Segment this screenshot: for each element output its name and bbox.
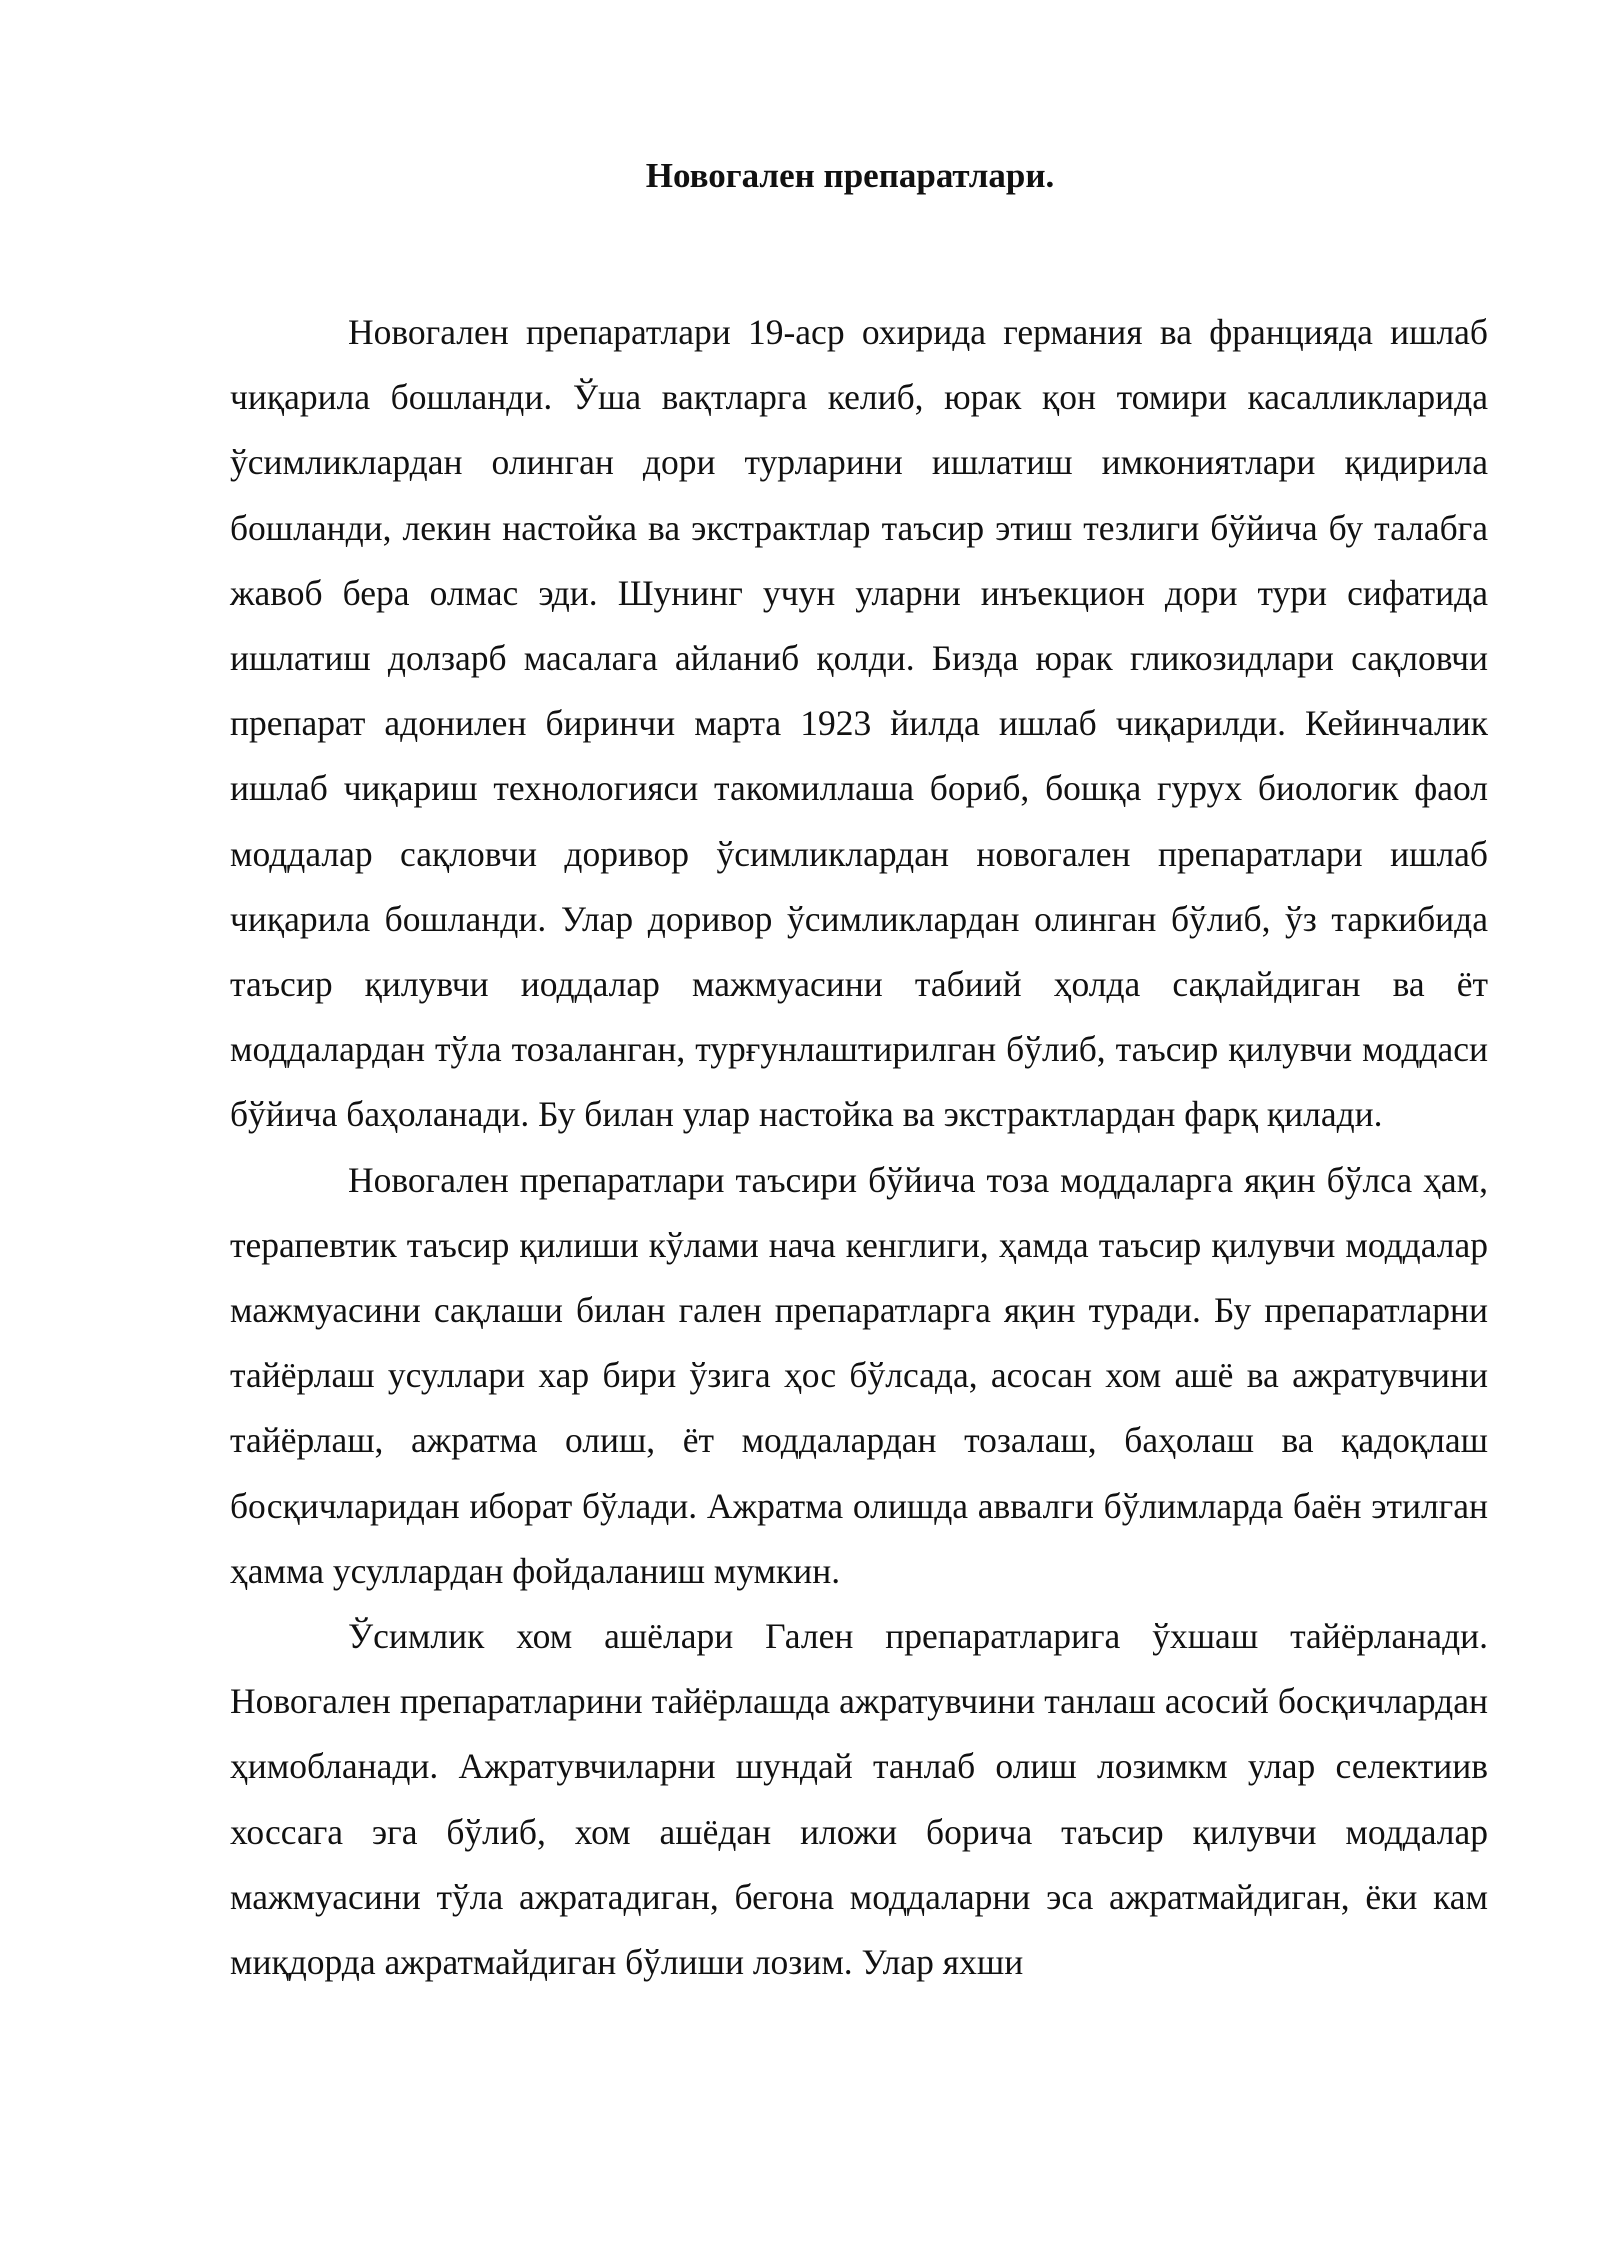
paragraph-3: Ўсимлик хом ашёлари Гален препаратларига ўхшаш тайёрланади. Новогален препаратларини тайёрлашда ажратувчини танлаш асосий босқичлардан ҳимобланади. Ажратувчиларни шундай танлаб олиш лозимкм улар селектиив хоссага эга бўлиб, хом ашёдан иложи борича таъсир қилувчи моддалар мажмуасини тўла ажратадиган, бегона моддаларни эса ажратмайдиган, ёки кам миқдорда ажратмайдиган бўлиши лозим. Улар яхши: [230, 1616, 1488, 1983]
document-body: [230, 300, 1488, 1995]
paragraph-1: Новогален препаратлари 19-аср охирида германия ва францияда ишлаб чиқарила бошланди. Ўша вақтларга келиб, юрак қон томири касалликларида ўсимликлардан олинган дори турларини ишлатиш имкониятлари қидирила бошланди, лекин настойка ва экстрактлар таъсир этиш тезлиги бўйича бу талабга жавоб бера олмас эди. Шунинг учун уларни инъекцион дори тури сифатида ишлатиш долзарб масалага айланиб қолди. Бизда юрак гликозидлари сақловчи препарат адонилен биринчи марта 1923 йилда ишлаб чиқарилди. Кейинчалик ишлаб чиқариш технологияси такомиллаша бориб, бошқа гурух биологик фаол моддалар сақловчи доривор ўсимликлардан новогален препаратлари ишлаб чиқарила бошланди. Улар доривор ўсимликлардан олинган бўлиб, ўз таркибида таъсир қилувчи иоддалар мажмуасини табиий ҳолда сақлайдиган ва ёт моддалардан тўла тозаланган, турғунлаштирилган бўлиб, таъсир қилувчи моддаси бўйича баҳоланади. Бу билан улар настойка ва экстрактлардан фарқ қилади.: [230, 312, 1488, 1135]
paragraph-2: Новогален препаратлари таъсири бўйича тоза моддаларга яқин бўлса ҳам, терапевтик таъсир қилиши кўлами нача кенглиги, ҳамда таъсир қилувчи моддалар мажмуасини сақлаши билан гален препаратларга яқин туради. Бу препаратларни тайёрлаш усуллари хар бири ўзига ҳос бўлсада, асосан хом ашё ва ажратувчини тайёрлаш, ажратма олиш, ёт моддалардан тозалаш, баҳолаш ва қадоқлаш босқичларидан иборат бўлади. Ажратма олишда аввалги бўлимларда баён этилган ҳамма усуллардан фойдаланиш мумкин.: [230, 1159, 1488, 1591]
document-title: Новогален препаратлари.: [645, 156, 1055, 195]
